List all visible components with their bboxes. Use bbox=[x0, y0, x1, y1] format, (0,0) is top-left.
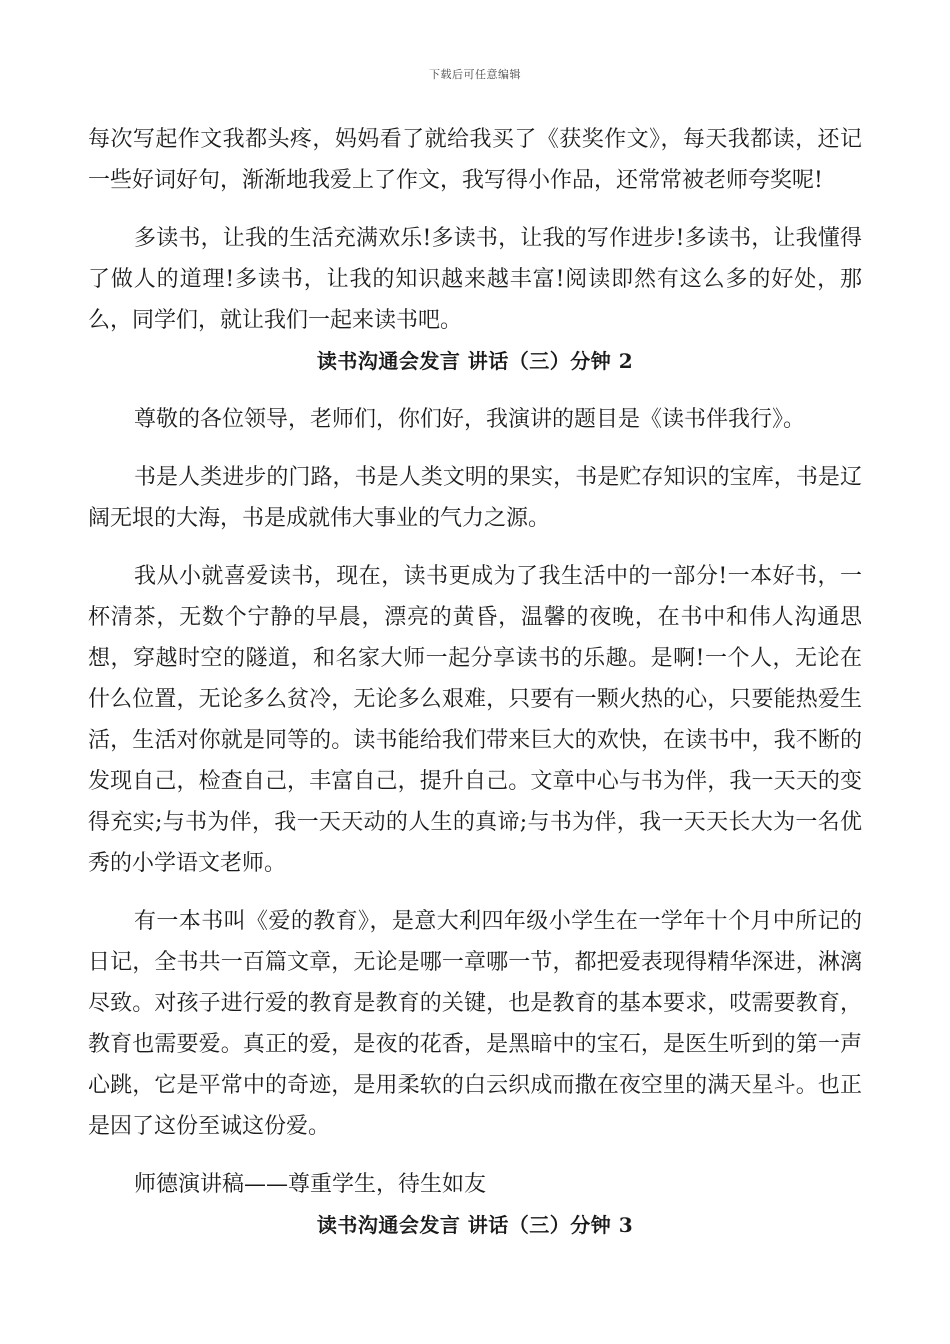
paragraph-5: 我从小就喜爱读书，现在，读书更成为了我生活中的一部分!一本好书，一杯清茶，无数个宁静的早晨，漂亮的黄昏，温馨的夜晚，在书中和伟人沟通思想，穿越时空的隧道，和名家大师一起分享读书的乐趣。是啊!一个人，无论在什么位置，无论多么贫冷，无论多么艰难，只要有一颗火热的心，只要能热爱生活，生活对你就是同等的。读书能给我们带来巨大的欢快，在读书中，我不断的发现自己，检查自己，丰富自己，提升自己。文章中心与书为伴，我一天天的变得充实;与书为伴，我一天天动的人生的真谛;与书为伴，我一天天长大为一名优秀的小学语文老师。 bbox=[88, 564, 862, 876]
paragraph-7: 师德演讲稿——尊重学生，待生如友 bbox=[134, 1172, 487, 1197]
paragraph-6: 有一本书叫《爱的教育》，是意大利四年级小学生在一学年十个月中所记的日记，全书共一百篇文章，无论是哪一章哪一节，都把爱表现得精华深进，淋漓尽致。对孩子进行爱的教育是教育的关键，也是教育的基本要求，哎需要教育，教育也需要爱。真正的爱，是夜的花香，是黑暗中的宝石，是医生听到的第一声心跳，它是平常中的奇迹，是用柔软的白云织成而撒在夜空里的满天星斗。也正是因了这份至诚这份爱。 bbox=[88, 909, 862, 1139]
section-heading-2: 读书沟通会发言 讲话（三）分钟 2 bbox=[316, 349, 634, 373]
paragraph-4: 书是人类进步的门路，书是人类文明的果实，书是贮存知识的宝库，书是辽阔无垠的大海，书是成就伟大事业的气力之源。 bbox=[88, 465, 862, 531]
document-body bbox=[88, 119, 862, 1246]
header-note: 下载后可任意编辑 bbox=[429, 68, 521, 81]
paragraph-2: 多读书，让我的生活充满欢乐!多读书，让我的写作进步!多读书，让我懂得了做人的道理!多读书，让我的知识越来越丰富!阅读即然有这么多的好处，那么，同学们，就让我们一起来读书吧。 bbox=[88, 226, 862, 333]
section-heading-3: 读书沟通会发言 讲话（三）分钟 3 bbox=[316, 1213, 634, 1237]
paragraph-1: 每次写起作文我都头疼，妈妈看了就给我买了《获奖作文》，每天我都读，还记一些好词好句，渐渐地我爱上了作文，我写得小作品，还常常被老师夸奖呢! bbox=[88, 127, 862, 193]
paragraph-3: 尊敬的各位领导，老师们，你们好，我演讲的题目是《读书伴我行》。 bbox=[134, 407, 806, 432]
